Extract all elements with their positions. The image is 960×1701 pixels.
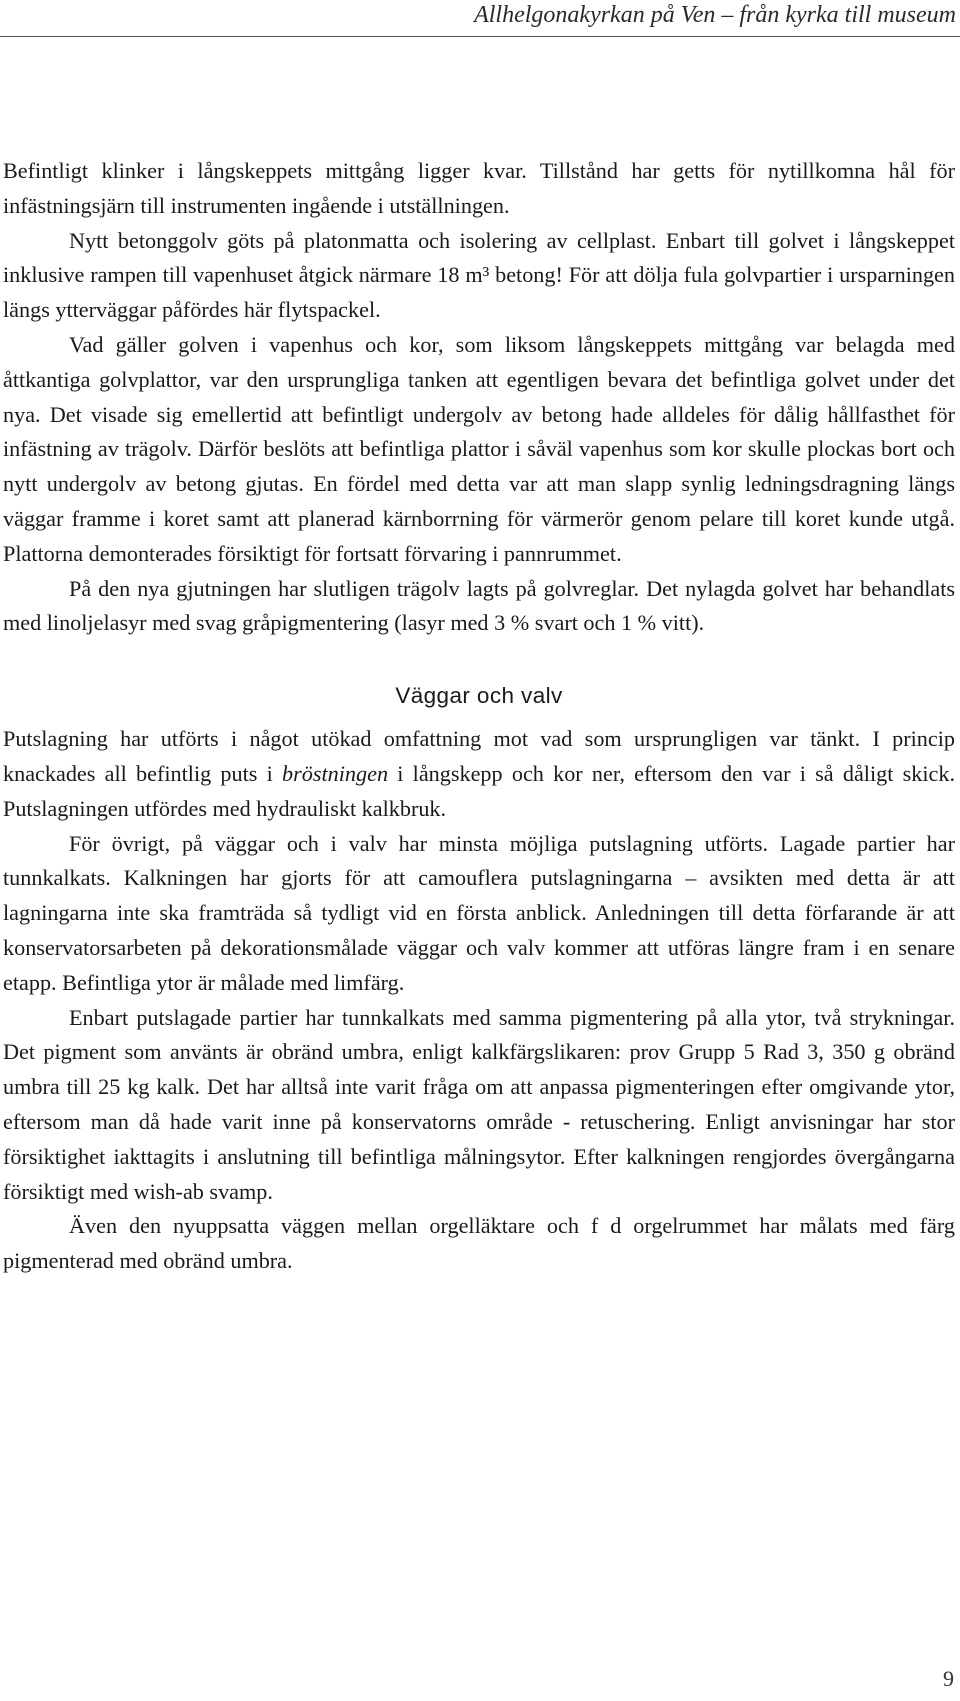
page-number: 9 <box>943 1666 954 1691</box>
paragraph-putslagning-text-start: Putslagning har utförts i något utökad omfattning mot vad som ursprungligen var tänkt. I princip knackades all befintlig puts i <box>3 726 955 786</box>
paragraph-putslagning <box>3 722 955 826</box>
header-divider <box>0 36 960 37</box>
paragraph-tunnkalkning: Enbart putslagade partier har tunnkalkats med samma pigmentering på alla ytor, två strykningar. Det pigment som använts är obränd umbra, enligt kalkfärgslikaren: prov Grupp 5 Rad 3, 350 g obränd umbra till 25 kg kalk. Det har alltså inte varit fråga om att anpassa pigmenteringen efter omgivande ytor, eftersom man då hade varit inne på konservatorns område - retuschering. Enligt anvisningar har stor försiktighet iakttagits i anslutning till befintliga målningsytor. Efter kalkningen rengjordes övergångarna försiktigt med wish-ab svamp. <box>3 1004 955 1204</box>
paragraph-betonggolv: Nytt betonggolv göts på platonmatta och isolering av cellplast. Enbart till golvet i långskeppet inklusive rampen till vapenhuset åtgick närmare 18 m³ betong! För att dölja fula golvpartier i ursparningen längs ytterväggar påfördes här flytspackel. <box>3 227 955 323</box>
section-heading-vaggar-valv: Väggar och valv <box>395 683 563 709</box>
paragraph-ovrigt: För övrigt, på väggar och i valv har minsta möjliga putslagning utförts. Lagade partier har tunnkalkats. Kalkningen har gjorts för att camouflera putslagningarna – avsikten med detta är att lagningarna inte ska framträda så tydligt vid en första anblick. Anledningen till detta förfarande är att konservatorsarbeten på dekorationsmålade väggar och valv kommer att utföras längre fram i en senare etapp. Befintliga ytor är målade med limfärg. <box>3 830 955 995</box>
running-header <box>0 0 960 38</box>
page-body <box>3 154 955 1279</box>
paragraph-putslagning-text-end: i långskepp och kor ner, eftersom den var i så dåligt skick. Putslagningen utfördes med hydrauliskt kalkbruk. <box>3 760 956 821</box>
paragraph-orgelrummet: Även den nyuppsatta väggen mellan orgelläktare och f d orgelrummet har målats med färg pigmenterad med obränd umbra. <box>3 1213 955 1274</box>
italic-term-brostningen: bröstningen <box>282 760 389 786</box>
paragraph-tragolv: På den nya gjutningen har slutligen trägolv lagts på golvreglar. Det nylagda golvet har behandlats med linoljelasyr med svag gråpigmentering (lasyr med 3 % svart och 1 % vitt). <box>3 575 955 636</box>
running-header-title: Allhelgonakyrkan på Ven – från kyrka till museum <box>474 2 956 28</box>
paragraph-vapenhus-kor: Vad gäller golven i vapenhus och kor, som liksom långskeppets mittgång var belagda med åttkantiga golvplattor, var den ursprungliga tanken att egentligen bevara det befintliga golvet under det nya. Det visade sig emellertid att befintligt undergolv av betong hade alldeles för dålig hållfasthet för infästning av trägolv. Därför beslöts att befintliga plattor i såväl vapenhus som kor skulle plockas bort och nytt undergolv av betong gjutas. En fördel med detta var att man slapp synlig ledningsdragning längs väggar framme i koret samt att planerad kärnborrning för värmerör genom pelare till koret kunde utgå. Plattorna demonterades försiktigt för fortsatt förvaring i pannrummet. <box>3 331 955 566</box>
paragraph-klinker: Befintligt klinker i långskeppets mittgång ligger kvar. Tillstånd har getts för nytillkomna hål för infästningsjärn till instrumenten ingående i utställningen. <box>3 158 955 218</box>
